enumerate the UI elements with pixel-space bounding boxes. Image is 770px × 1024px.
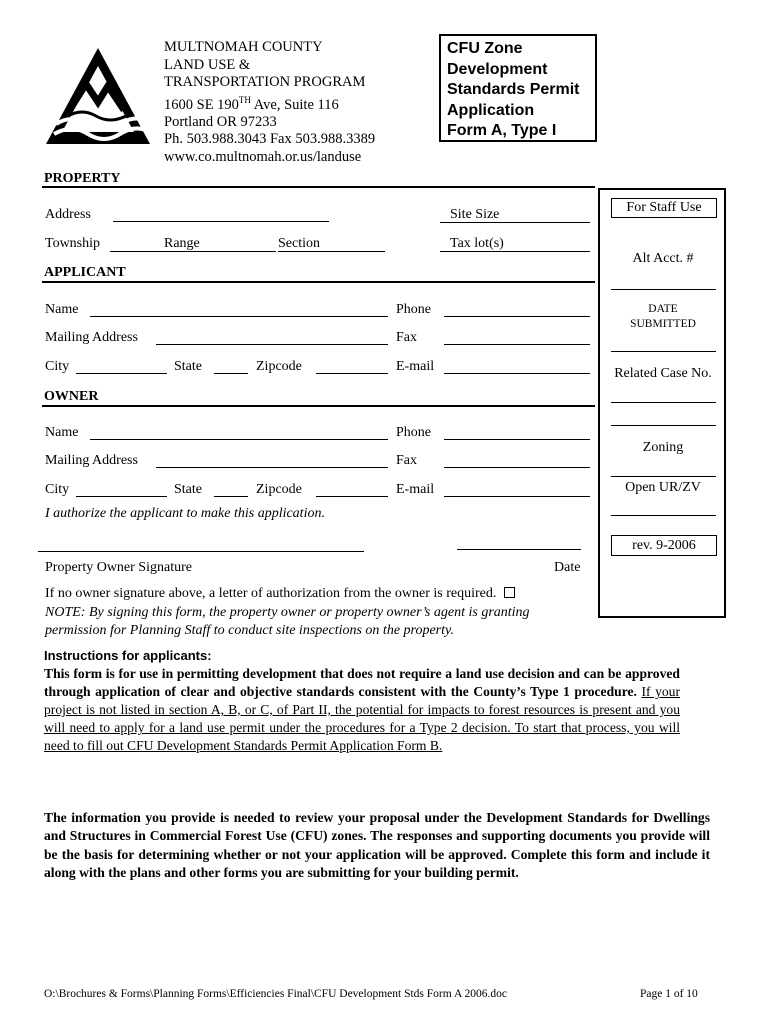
zoning-label: Zoning — [642, 440, 684, 455]
owner-name-field[interactable] — [90, 439, 388, 440]
county-logo — [42, 44, 154, 150]
owner-fax-field[interactable] — [444, 467, 590, 468]
title-line: CFU Zone — [447, 40, 523, 57]
owner-phone-field[interactable] — [444, 439, 590, 440]
property-heading: PROPERTY — [44, 171, 121, 186]
agency-block — [164, 39, 375, 166]
owner-fax-label: Fax — [396, 453, 417, 468]
zoning-field[interactable] — [611, 476, 716, 477]
applicant-heading: APPLICANT — [44, 265, 126, 280]
title-line: Standards Permit — [447, 81, 580, 98]
applicant-phone-field[interactable] — [444, 316, 590, 317]
applicant-phone-label: Phone — [396, 302, 431, 317]
related-case-label: Related Case No. — [614, 366, 712, 381]
owner-email-field[interactable] — [444, 496, 590, 497]
address-field[interactable] — [113, 221, 329, 222]
title-line: Application — [447, 101, 535, 119]
township-label: Township — [45, 236, 101, 251]
instructions-heading: Instructions for applicants: — [44, 648, 212, 663]
date-submitted-field[interactable] — [611, 351, 716, 352]
applicant-name-label: Name — [45, 302, 79, 317]
phone-line: Ph. 503.988.3043 Fax 503.988.3389 — [164, 131, 376, 148]
owner-heading: OWNER — [44, 389, 99, 404]
web-line: www.co.multnomah.or.us/landuse — [164, 148, 362, 165]
applicant-email-label: E-mail — [396, 359, 435, 374]
tax-lot-field-line[interactable] — [440, 251, 590, 252]
applicant-fax-field[interactable] — [444, 344, 590, 345]
applicant-city-field[interactable] — [76, 373, 167, 374]
authorization-checkbox[interactable] — [504, 587, 515, 598]
owner-phone-label: Phone — [396, 425, 431, 440]
range-label: Range — [164, 236, 200, 251]
applicant-rule — [42, 281, 595, 283]
owner-name-label: Name — [45, 425, 79, 440]
applicant-name-field[interactable] — [90, 316, 388, 317]
owner-zipcode-field[interactable] — [316, 496, 388, 497]
city-line: Portland OR 97233 — [164, 113, 277, 130]
no-signature-label: If no owner signature above, a letter of authorization from the owner is required. — [45, 586, 497, 601]
zoning-value: Open UR/ZV — [625, 480, 701, 495]
applicant-zipcode-label: Zipcode — [256, 359, 302, 374]
owner-zipcode-label: Zipcode — [256, 482, 302, 497]
applicant-city-label: City — [45, 359, 70, 374]
section-field[interactable] — [278, 251, 385, 252]
form-title-box — [439, 34, 597, 142]
footer-page: Page 1 of 10 — [640, 988, 698, 1000]
applicant-zipcode-field[interactable] — [316, 373, 388, 374]
related-case-field-2[interactable] — [611, 425, 716, 426]
owner-rule — [42, 405, 595, 407]
applicant-mailing-field[interactable] — [156, 344, 388, 345]
owner-state-field[interactable] — [214, 496, 248, 497]
owner-email-label: E-mail — [396, 482, 435, 497]
site-size-label: Site Size — [450, 207, 500, 222]
applicant-email-field[interactable] — [444, 373, 590, 374]
date-submitted-label — [600, 302, 726, 332]
instructions-bold-text: This form is for use in permitting development that does not require a land use decision and can be approved through application of clear and objective standards consistent with the County’s Type 1 procedure. — [44, 666, 680, 699]
address-label: Address — [45, 207, 91, 222]
agency-line: LAND USE & — [164, 56, 251, 73]
zoning-value-line[interactable] — [611, 515, 716, 516]
owner-city-field[interactable] — [76, 496, 167, 497]
alt-acct-field[interactable] — [611, 289, 716, 290]
title-line: Form A, Type I — [447, 122, 557, 139]
owner-city-label: City — [45, 482, 70, 497]
site-size-field-line[interactable] — [440, 222, 590, 223]
alt-acct-label: Alt Acct. # — [632, 251, 694, 266]
revision-label: rev. 9-2006 — [611, 535, 717, 556]
instructions-underlined-text: If your project is not listed in section A, B, or C, of Part II, the potential for impacts to forest resources is present and you will need to apply for a land use permit under the procedures for a Type 2 decision. To start that process, you will need to fill out CFU Development Standards Permit Application Form B. — [44, 684, 680, 753]
date-label: Date — [554, 560, 581, 575]
applicant-mailing-label: Mailing Address — [45, 330, 138, 345]
for-staff-use-label: For Staff Use — [611, 198, 717, 218]
address-line: 1600 SE 190TH Ave, Suite 116 — [164, 94, 339, 113]
agency-line: MULTNOMAH COUNTY — [164, 39, 323, 55]
instructions-paragraph — [44, 665, 680, 755]
owner-date-field[interactable] — [457, 549, 581, 550]
no-signature-text — [45, 586, 515, 602]
tax-lot-label: Tax lot(s) — [450, 236, 504, 251]
date-submitted-line-1: DATE — [648, 303, 678, 315]
information-paragraph: The information you provide is needed to review your proposal under the Development Standards for Dwellings and Structures in Commercial Forest Use (CFU) zones. The responses and supporting documents you provide will be the basis for determining whether or not your application will be approved. Complete this form and include it along with the plans and other forms you are submitting for your building permit. — [44, 810, 710, 880]
applicant-fax-label: Fax — [396, 330, 417, 345]
signature-label: Property Owner Signature — [45, 560, 192, 575]
owner-state-label: State — [174, 482, 202, 497]
footer-path: O:\Brochures & Forms\Planning Forms\Efficiencies Final\CFU Development Stds Form A 2006.doc — [44, 988, 507, 1000]
authorize-text: I authorize the applicant to make this application. — [45, 506, 325, 521]
township-field[interactable] — [110, 251, 164, 252]
related-case-field-1[interactable] — [611, 402, 716, 403]
property-rule — [42, 186, 595, 188]
title-line: Development — [447, 60, 548, 78]
range-field[interactable] — [164, 251, 276, 252]
applicant-state-field[interactable] — [214, 373, 248, 374]
agency-line: TRANSPORTATION PROGRAM — [164, 74, 366, 90]
note-text: NOTE: By signing this form, the property owner or property owner’s agent is granting permission for Planning Staff to conduct site inspections on the property. — [45, 605, 530, 638]
owner-signature-field[interactable] — [38, 551, 364, 552]
applicant-state-label: State — [174, 359, 202, 374]
date-submitted-line-2: SUBMITTED — [630, 318, 696, 330]
section-label: Section — [278, 236, 320, 251]
owner-mailing-label: Mailing Address — [45, 453, 138, 468]
owner-mailing-field[interactable] — [156, 467, 388, 468]
